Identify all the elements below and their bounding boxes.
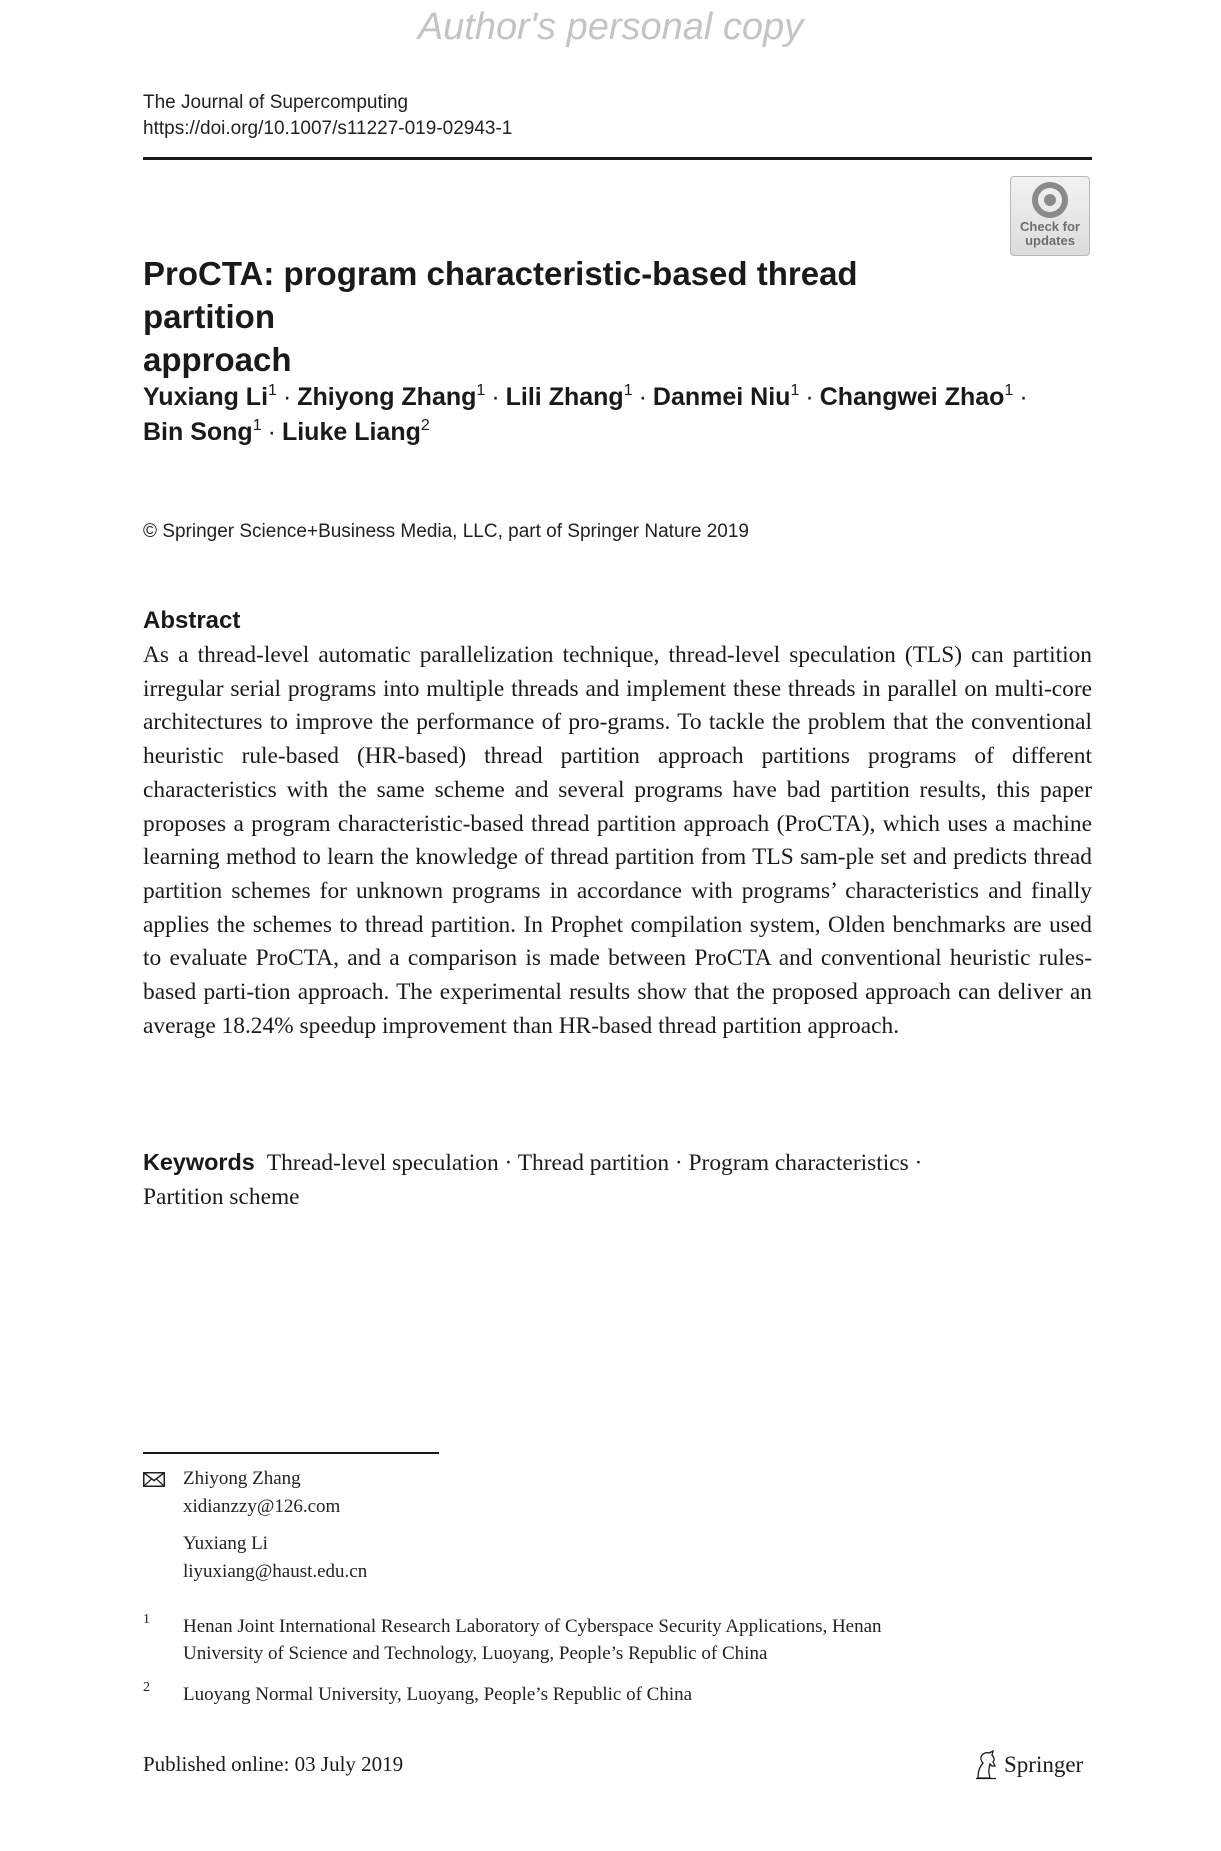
keywords-section: [143, 1146, 1092, 1214]
affiliation-1: [183, 1613, 1083, 1667]
author-affiliation-mark: 1: [1004, 382, 1014, 399]
author-name: Changwei Zhao: [819, 383, 1005, 411]
doi-link[interactable]: https://doi.org/10.1007/s11227-019-02943-1: [143, 118, 513, 139]
author-separator: ·: [491, 383, 500, 411]
check-for-updates-badge[interactable]: [1010, 176, 1090, 256]
author-line-2: [143, 415, 1093, 450]
keywords-label: Keywords: [143, 1149, 255, 1175]
affiliation-2: [183, 1681, 1083, 1708]
title-line-2: approach: [143, 341, 292, 378]
author-separator: ·: [282, 383, 292, 411]
affiliation-number: 2: [143, 1680, 150, 1695]
keywords-line-2: Partition scheme: [143, 1183, 300, 1210]
journal-header: [143, 90, 512, 142]
author-line-1: [143, 380, 1093, 415]
contact-email[interactable]: xidianzzy@126.com: [183, 1496, 341, 1517]
author-name: Zhiyong Zhang: [297, 383, 477, 411]
author-list: [143, 380, 1093, 450]
badge-label-line2: updates: [1025, 233, 1075, 248]
badge-label-line1: Check for: [1020, 219, 1080, 234]
affiliation-line: University of Science and Technology, Luoyang, People’s Republic of China: [183, 1643, 768, 1664]
author-separator: ·: [805, 383, 814, 411]
paper-title: [143, 252, 983, 381]
author-affiliation-mark: 2: [420, 417, 430, 434]
author-affiliation-mark: 1: [623, 382, 633, 399]
author-name: Liuke Liang: [281, 418, 421, 446]
abstract-heading: Abstract: [143, 607, 241, 634]
corresponding-author: [183, 1465, 340, 1521]
header-rule: [143, 157, 1092, 160]
springer-horse-icon: [974, 1750, 998, 1780]
author-name: Lili Zhang: [505, 383, 624, 411]
contact-name: Yuxiang Li: [183, 1533, 268, 1554]
contact-email[interactable]: liyuxiang@haust.edu.cn: [183, 1561, 368, 1582]
author-name: Bin Song: [143, 418, 253, 446]
contact-name: Zhiyong Zhang: [183, 1468, 301, 1489]
envelope-icon: [143, 1472, 165, 1487]
author-affiliation-mark: 1: [252, 417, 262, 434]
copyright-notice: © Springer Science+Business Media, LLC, part of Springer Nature 2019: [143, 521, 749, 542]
affiliation-line: Luoyang Normal University, Luoyang, People’s Republic of China: [183, 1684, 693, 1705]
author-name: Danmei Niu: [652, 383, 791, 411]
keywords-list: Thread-level speculation · Thread partition · Program characteristics ·: [266, 1150, 923, 1176]
keywords-line-1: [143, 1146, 1092, 1181]
affiliation-number: 1: [143, 1612, 150, 1627]
abstract-body: As a thread-level automatic parallelization technique, thread-level speculation (TLS) can partition irregular serial programs into multiple threads and implement these threads in parallel on multi-core architectures to improve the performance of pro-grams. To tackle the problem that the conventional heuristic rule-based (HR-based) thread partition approach partitions programs of different characteristics with the same scheme and several programs have bad partition results, this paper proposes a program characteristic-based thread partition approach (ProCTA), which uses a machine learning method to learn the knowledge of thread partition from TLS sam-ple set and predicts thread partition schemes for unknown programs in accordance with programs’ characteristics and finally applies the schemes to thread partition. In Prophet compilation system, Olden benchmarks are used to evaluate ProCTA, and a comparison is made between ProCTA and conventional heuristic rules-based parti-tion approach. The experimental results show that the proposed approach can deliver an average 18.24% speedup improvement than HR-based thread partition approach.: [143, 642, 1092, 1039]
author-name: Yuxiang Li: [143, 383, 269, 411]
author-affiliation-mark: 1: [790, 382, 800, 399]
footnote-rule: [143, 1452, 439, 1454]
author-affiliation-mark: 1: [268, 382, 277, 399]
title-line-1: ProCTA: program characteristic-based thread partition: [143, 255, 858, 335]
watermark: Author's personal copy: [417, 6, 804, 48]
publisher-name: Springer: [1004, 1752, 1084, 1777]
author-separator: ·: [267, 418, 276, 446]
author-contact: [183, 1530, 367, 1586]
author-affiliation-mark: 1: [476, 382, 486, 399]
springer-logo: [974, 1750, 1083, 1784]
journal-name: The Journal of Supercomputing: [143, 92, 409, 113]
published-date: Published online: 03 July 2019: [143, 1752, 404, 1776]
affiliation-line: Henan Joint International Research Laboratory of Cyberspace Security Applications, Henan: [183, 1616, 882, 1637]
author-separator: ·: [1019, 383, 1028, 411]
author-separator: ·: [638, 383, 647, 411]
crossmark-icon: [1032, 182, 1068, 218]
